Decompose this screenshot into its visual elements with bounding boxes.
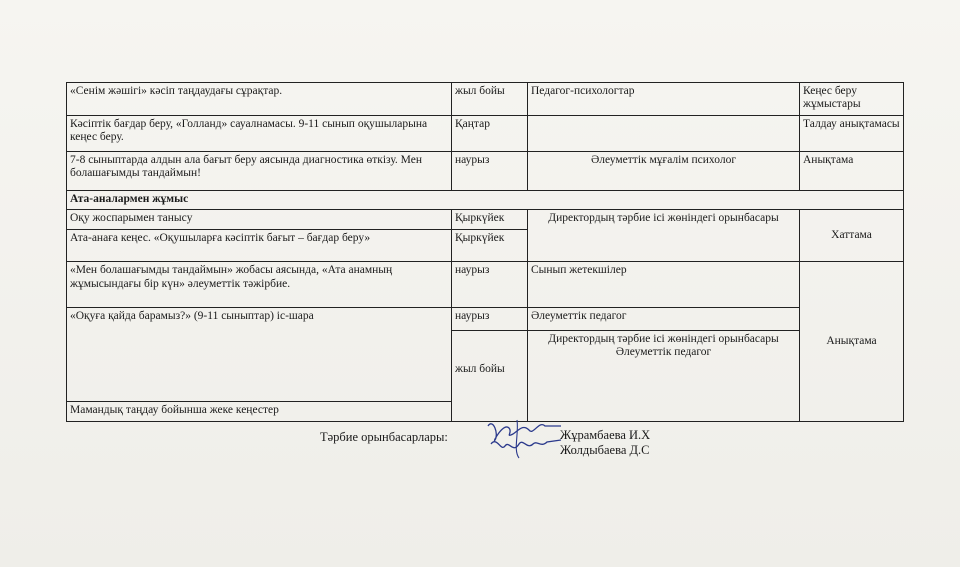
responsible-cell [528, 331, 800, 422]
table-row [67, 210, 904, 229]
table-row [67, 191, 904, 210]
activity-cell: «Сенім жәшігі» кәсіп таңдаудағы сұрақтар. [67, 83, 452, 116]
signatory-name: Жұрамбаева И.Х [560, 428, 651, 442]
responsible-cell: Педагог-психологтар [528, 83, 800, 116]
table-row [67, 116, 904, 152]
time-text: жыл бойы [455, 363, 505, 376]
activity-cell: Ата-анаға кеңес. «Оқушыларға кәсіптік бағыт – бағдар беру» [67, 229, 452, 262]
responsible-cell: Сынып жетекшілер [528, 262, 800, 307]
responsible-cell [528, 116, 800, 152]
activity-cell: «Мен болашағымды тандаймын» жобасы аясында, «Ата анамның жұмысындағы бір күн» әлеуметтік тәжірбие. [67, 262, 452, 307]
activity-cell: Мамандық таңдау бойынша жеке кеңестер [67, 401, 452, 421]
table-row [67, 262, 904, 307]
result-cell: Талдау анықтамасы [800, 116, 904, 152]
time-cell: наурыз [452, 262, 528, 307]
footer-label: Тәрбие орынбасарлары: [320, 430, 448, 444]
table-row [67, 83, 904, 116]
activity-cell: Кәсіптік бағдар беру, «Голланд» сауалнамасы. 9-11 сынып оқушыларына кеңес беру. [67, 116, 452, 152]
activity-cell: Оқу жоспарымен таныcу [67, 210, 452, 229]
table-row [67, 152, 904, 191]
time-cell: Қаңтар [452, 116, 528, 152]
result-cell: Кеңес беру жұмыстары [800, 83, 904, 116]
time-cell: жыл бойы [452, 83, 528, 116]
result-cell: Хаттама [800, 210, 904, 262]
signatory-name: Жолдыбаева Д.С [560, 443, 650, 457]
time-cell: наурыз [452, 152, 528, 191]
result-cell: Анықтама [800, 152, 904, 191]
responsible-line: Директордың тәрбие ісі жөніндегі орынбасары [548, 333, 779, 346]
signatory-names [560, 428, 650, 458]
time-cell: наурыз [452, 307, 528, 330]
responsible-cell: Әлеуметтік педагог [528, 307, 800, 330]
responsible-cell: Директордың тәрбие ісі жөніндегі орынбасары [528, 210, 800, 262]
activity-cell: 7-8 сыныптарда алдын ала бағыт беру аясында диагностика өткізу. Мен болашағымды тандаймын! [67, 152, 452, 191]
section-header-parents: Ата-аналармен жұмыс [67, 191, 904, 210]
responsible-line: Әлеуметтік педагог [615, 346, 712, 359]
responsible-cell: Әлеуметтік мұғалім психолог [528, 152, 800, 191]
result-cell: Анықтама [800, 262, 904, 422]
handwritten-signature-icon [483, 414, 563, 464]
time-cell [452, 331, 528, 422]
activity-cell: «Оқуға қайда барамыз?» (9-11 сыныптар) іс-шара [67, 307, 452, 401]
time-cell: Қыркүйек [452, 229, 528, 262]
career-guidance-plan-table [66, 82, 904, 422]
time-cell: Қыркүйек [452, 210, 528, 229]
table-row [67, 307, 904, 330]
